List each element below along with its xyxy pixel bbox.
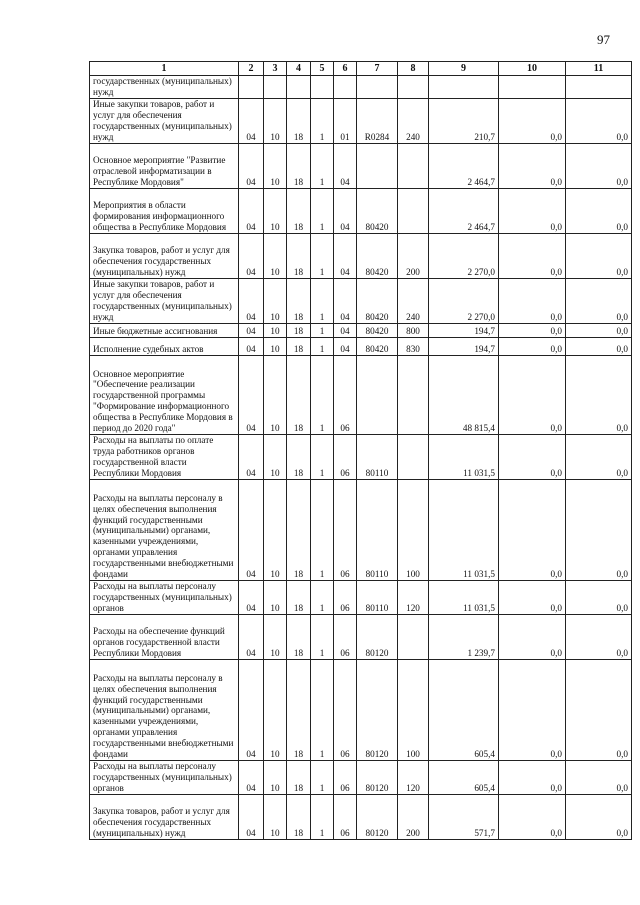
row-code-2: 04 <box>239 144 264 189</box>
table-row <box>90 435 632 480</box>
row-value-10: 0,0 <box>499 660 566 761</box>
row-value-9: 11 031,5 <box>429 581 499 615</box>
column-header-1: 1 <box>90 62 239 76</box>
row-value-11: 0,0 <box>566 795 632 840</box>
row-name: Основное мероприятие "Развитие отраслевой информатизации в Республике Мордовия" <box>90 144 239 189</box>
row-code-4: 18 <box>287 99 311 144</box>
row-value-11 <box>566 76 632 99</box>
row-code-8 <box>398 144 429 189</box>
table-row <box>90 581 632 615</box>
row-name: Мероприятия в области формирования информационного общества в Республике Мордовия <box>90 189 239 234</box>
row-value-9: 194,7 <box>429 338 499 356</box>
row-code-7: 80420 <box>357 234 398 279</box>
row-code-5: 1 <box>311 660 334 761</box>
row-code-2 <box>239 76 264 99</box>
row-value-9: 2 464,7 <box>429 189 499 234</box>
column-header-8: 8 <box>398 62 429 76</box>
row-code-5: 1 <box>311 338 334 356</box>
row-code-7: 80120 <box>357 761 398 795</box>
row-code-8 <box>398 76 429 99</box>
row-code-4: 18 <box>287 660 311 761</box>
column-header-7: 7 <box>357 62 398 76</box>
table-row <box>90 234 632 279</box>
row-code-5: 1 <box>311 761 334 795</box>
row-value-10: 0,0 <box>499 356 566 435</box>
row-code-6: 04 <box>334 279 357 324</box>
row-value-9: 2 270,0 <box>429 234 499 279</box>
row-value-11: 0,0 <box>566 356 632 435</box>
row-name: Расходы на выплаты персоналу государственных (муниципальных) органов <box>90 761 239 795</box>
row-code-8: 200 <box>398 234 429 279</box>
row-value-9: 1 239,7 <box>429 615 499 660</box>
row-code-6: 06 <box>334 356 357 435</box>
row-code-3: 10 <box>264 615 287 660</box>
table-row <box>90 615 632 660</box>
row-value-11: 0,0 <box>566 338 632 356</box>
row-code-6: 06 <box>334 480 357 581</box>
row-code-6: 04 <box>334 338 357 356</box>
row-code-8 <box>398 435 429 480</box>
row-value-11: 0,0 <box>566 99 632 144</box>
row-value-10: 0,0 <box>499 435 566 480</box>
table-row <box>90 76 632 99</box>
row-code-6: 06 <box>334 761 357 795</box>
row-code-6: 04 <box>334 324 357 338</box>
row-code-5: 1 <box>311 99 334 144</box>
column-header-10: 10 <box>499 62 566 76</box>
table-row <box>90 338 632 356</box>
row-code-7: 80110 <box>357 581 398 615</box>
row-code-8: 200 <box>398 795 429 840</box>
row-code-3: 10 <box>264 480 287 581</box>
row-name: Иные закупки товаров, работ и услуг для обеспечения государственных (муниципальных) нужд <box>90 99 239 144</box>
row-code-6: 01 <box>334 99 357 144</box>
table-row <box>90 795 632 840</box>
page-number: 97 <box>597 32 610 47</box>
row-code-8: 830 <box>398 338 429 356</box>
row-code-5: 1 <box>311 324 334 338</box>
row-value-10: 0,0 <box>499 338 566 356</box>
row-code-7: 80420 <box>357 338 398 356</box>
row-code-4: 18 <box>287 480 311 581</box>
row-name: Расходы на обеспечение функций органов государственной власти Республики Мордовия <box>90 615 239 660</box>
row-code-8: 240 <box>398 99 429 144</box>
row-value-11: 0,0 <box>566 581 632 615</box>
row-code-3: 10 <box>264 660 287 761</box>
row-value-9: 194,7 <box>429 324 499 338</box>
row-code-6: 04 <box>334 189 357 234</box>
table-row <box>90 480 632 581</box>
row-code-2: 04 <box>239 356 264 435</box>
row-value-9: 605,4 <box>429 660 499 761</box>
row-code-7: 80120 <box>357 795 398 840</box>
row-code-5: 1 <box>311 795 334 840</box>
row-code-3: 10 <box>264 356 287 435</box>
row-value-11: 0,0 <box>566 189 632 234</box>
row-value-10: 0,0 <box>499 480 566 581</box>
row-code-4: 18 <box>287 581 311 615</box>
row-value-10 <box>499 76 566 99</box>
row-code-3: 10 <box>264 189 287 234</box>
row-value-10: 0,0 <box>499 615 566 660</box>
row-code-3: 10 <box>264 795 287 840</box>
row-code-3: 10 <box>264 279 287 324</box>
table-body <box>90 76 632 840</box>
row-value-10: 0,0 <box>499 324 566 338</box>
table-header <box>90 62 632 76</box>
column-header-2: 2 <box>239 62 264 76</box>
row-code-7 <box>357 144 398 189</box>
row-code-2: 04 <box>239 795 264 840</box>
row-code-2: 04 <box>239 324 264 338</box>
row-code-5: 1 <box>311 435 334 480</box>
budget-table <box>89 61 632 840</box>
row-code-4 <box>287 76 311 99</box>
row-code-6: 06 <box>334 615 357 660</box>
row-code-4: 18 <box>287 761 311 795</box>
row-code-6: 06 <box>334 435 357 480</box>
table-row <box>90 189 632 234</box>
row-code-7: 80420 <box>357 279 398 324</box>
row-value-10: 0,0 <box>499 581 566 615</box>
row-code-8: 120 <box>398 761 429 795</box>
row-code-4: 18 <box>287 795 311 840</box>
row-name: Основное мероприятие "Обеспечение реализации государственной программы "Формирование информационного общества в Республике Мордовия в период до 2020 года" <box>90 356 239 435</box>
row-code-3: 10 <box>264 338 287 356</box>
row-code-4: 18 <box>287 144 311 189</box>
row-code-2: 04 <box>239 581 264 615</box>
header-row <box>90 62 632 76</box>
row-value-11: 0,0 <box>566 615 632 660</box>
row-code-4: 18 <box>287 324 311 338</box>
column-header-6: 6 <box>334 62 357 76</box>
row-value-11: 0,0 <box>566 279 632 324</box>
row-code-6: 06 <box>334 581 357 615</box>
row-code-7: 80120 <box>357 660 398 761</box>
row-code-4: 18 <box>287 615 311 660</box>
row-code-5: 1 <box>311 356 334 435</box>
row-code-7: 80110 <box>357 435 398 480</box>
row-value-9: 11 031,5 <box>429 435 499 480</box>
row-value-9: 2 270,0 <box>429 279 499 324</box>
row-code-4: 18 <box>287 234 311 279</box>
row-code-7: 80420 <box>357 189 398 234</box>
row-code-3: 10 <box>264 99 287 144</box>
row-code-6 <box>334 76 357 99</box>
row-value-11: 0,0 <box>566 480 632 581</box>
row-code-2: 04 <box>239 338 264 356</box>
row-name: Иные закупки товаров, работ и услуг для обеспечения государственных (муниципальных) нужд <box>90 279 239 324</box>
row-value-10: 0,0 <box>499 795 566 840</box>
row-code-5: 1 <box>311 279 334 324</box>
column-header-5: 5 <box>311 62 334 76</box>
row-code-8: 800 <box>398 324 429 338</box>
row-code-5 <box>311 76 334 99</box>
row-code-8 <box>398 189 429 234</box>
row-value-11: 0,0 <box>566 234 632 279</box>
row-value-10: 0,0 <box>499 761 566 795</box>
row-code-3: 10 <box>264 761 287 795</box>
row-code-2: 04 <box>239 234 264 279</box>
row-code-7: 80120 <box>357 615 398 660</box>
table-row <box>90 660 632 761</box>
row-value-10: 0,0 <box>499 279 566 324</box>
row-code-4: 18 <box>287 338 311 356</box>
row-code-8: 240 <box>398 279 429 324</box>
row-code-5: 1 <box>311 144 334 189</box>
row-value-10: 0,0 <box>499 234 566 279</box>
row-value-11: 0,0 <box>566 144 632 189</box>
row-name: Закупка товаров, работ и услуг для обеспечения государственных (муниципальных) нужд <box>90 795 239 840</box>
row-code-5: 1 <box>311 581 334 615</box>
row-code-3: 10 <box>264 324 287 338</box>
row-code-2: 04 <box>239 761 264 795</box>
row-name: Иные бюджетные ассигнования <box>90 324 239 338</box>
column-header-9: 9 <box>429 62 499 76</box>
table-row <box>90 144 632 189</box>
row-code-5: 1 <box>311 189 334 234</box>
row-code-4: 18 <box>287 279 311 324</box>
row-value-9: 210,7 <box>429 99 499 144</box>
row-code-4: 18 <box>287 356 311 435</box>
row-value-10: 0,0 <box>499 189 566 234</box>
row-value-9: 605,4 <box>429 761 499 795</box>
row-value-10: 0,0 <box>499 144 566 189</box>
row-code-3: 10 <box>264 234 287 279</box>
row-name: Расходы на выплаты по оплате труда работников органов государственной власти Республики Мордовия <box>90 435 239 480</box>
row-code-4: 18 <box>287 189 311 234</box>
row-code-7 <box>357 76 398 99</box>
row-code-3: 10 <box>264 144 287 189</box>
row-code-5: 1 <box>311 480 334 581</box>
table-row <box>90 99 632 144</box>
row-code-6: 04 <box>334 234 357 279</box>
row-code-8: 100 <box>398 660 429 761</box>
row-name: государственных (муниципальных) нужд <box>90 76 239 99</box>
row-code-3: 10 <box>264 435 287 480</box>
row-code-3 <box>264 76 287 99</box>
row-value-11: 0,0 <box>566 324 632 338</box>
row-code-2: 04 <box>239 480 264 581</box>
row-code-8 <box>398 615 429 660</box>
table-row <box>90 761 632 795</box>
row-code-8: 120 <box>398 581 429 615</box>
row-code-4: 18 <box>287 435 311 480</box>
row-name: Расходы на выплаты персоналу в целях обеспечения выполнения функций государственными (муниципальными) органами, казенными учреждениями, органами управления государственными внебюджетными фондами <box>90 660 239 761</box>
row-value-11: 0,0 <box>566 660 632 761</box>
row-code-2: 04 <box>239 99 264 144</box>
row-code-2: 04 <box>239 189 264 234</box>
row-code-3: 10 <box>264 581 287 615</box>
row-code-2: 04 <box>239 660 264 761</box>
row-code-6: 06 <box>334 660 357 761</box>
table-row <box>90 324 632 338</box>
row-value-11: 0,0 <box>566 761 632 795</box>
row-code-5: 1 <box>311 234 334 279</box>
row-value-9: 48 815,4 <box>429 356 499 435</box>
table-row <box>90 356 632 435</box>
column-header-4: 4 <box>287 62 311 76</box>
column-header-3: 3 <box>264 62 287 76</box>
row-code-2: 04 <box>239 279 264 324</box>
row-name: Закупка товаров, работ и услуг для обеспечения государственных (муниципальных) нужд <box>90 234 239 279</box>
row-code-7: 80420 <box>357 324 398 338</box>
row-code-5: 1 <box>311 615 334 660</box>
row-code-8 <box>398 356 429 435</box>
row-code-2: 04 <box>239 435 264 480</box>
row-name: Исполнение судебных актов <box>90 338 239 356</box>
row-value-9: 11 031,5 <box>429 480 499 581</box>
row-name: Расходы на выплаты персоналу государственных (муниципальных) органов <box>90 581 239 615</box>
row-code-8: 100 <box>398 480 429 581</box>
row-code-7: R0284 <box>357 99 398 144</box>
row-code-6: 04 <box>334 144 357 189</box>
row-code-7: 80110 <box>357 480 398 581</box>
row-value-11: 0,0 <box>566 435 632 480</box>
row-value-9 <box>429 76 499 99</box>
row-code-7 <box>357 356 398 435</box>
row-value-9: 2 464,7 <box>429 144 499 189</box>
column-header-11: 11 <box>566 62 632 76</box>
row-value-10: 0,0 <box>499 99 566 144</box>
table-row <box>90 279 632 324</box>
row-name: Расходы на выплаты персоналу в целях обеспечения выполнения функций государственными (муниципальными) органами, казенными учреждениями, органами управления государственными внебюджетными фондами <box>90 480 239 581</box>
row-value-9: 571,7 <box>429 795 499 840</box>
row-code-2: 04 <box>239 615 264 660</box>
row-code-6: 06 <box>334 795 357 840</box>
